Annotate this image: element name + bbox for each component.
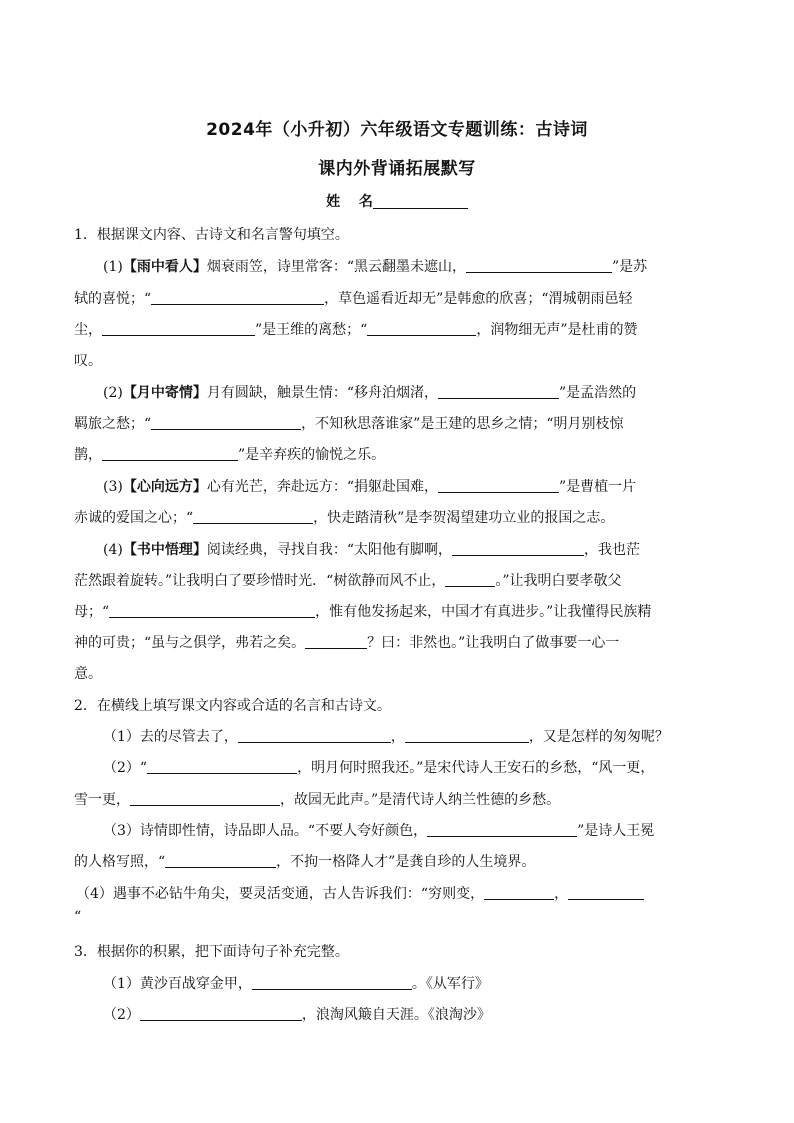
answer-blank[interactable] [130, 791, 280, 806]
q2-s3-line1: （3）诗情即性情，诗品即人品。“不要人夸好颜色， ”是诗人王冕 [103, 823, 655, 839]
answer-blank[interactable] [367, 321, 476, 336]
answer-blank[interactable] [305, 634, 367, 649]
q3-s1: （1）黄沙百战穿金甲， 。《从军行》 [103, 976, 489, 992]
answer-blank[interactable] [140, 1006, 302, 1021]
q2-s4-line1: （4）遇事不必钻牛角尖，要灵活变通，古人告诉我们：“穷则变， ， [76, 884, 726, 904]
answer-blank[interactable] [151, 290, 324, 305]
answer-blank[interactable] [445, 572, 495, 587]
q2-s4-line2: “ [74, 909, 82, 925]
q1-p3-line2: 赤诚的爱国之心；“ ，快走踏清秋”是李贺渴望建功立业的报国之志。 [74, 510, 615, 526]
answer-blank[interactable] [193, 509, 313, 524]
answer-blank[interactable] [151, 415, 301, 430]
q1-p4-line3: 母；“ ，惟有他发扬起来，中国才有真进步。”让我懂得民族精 [74, 604, 652, 620]
student-name-row [0, 191, 794, 211]
q1-p4-line1: (4)【书中悟理】阅读经典，寻找自我：“太阳他有脚啊， ，我也茫 [103, 542, 640, 558]
q1-p2-line3: 鹊， ”是辛弃疾的愉悦之乐。 [74, 447, 386, 463]
q2-s2-line2: 雪一更， ，故园无此声。”是清代诗人纳兰性德的乡愁。 [74, 792, 561, 808]
q3-s2: （2） ，浪淘风簸自天涯。《浪淘沙》 [103, 1007, 491, 1023]
q1-p2-line1: (2)【月中寄情】月有圆缺，触景生情：“移舟泊烟渚， ”是孟浩然的 [103, 385, 637, 401]
answer-blank[interactable] [466, 258, 612, 273]
q2-stem: 2．在横线上填写课文内容或合适的名言和古诗文。 [74, 698, 391, 714]
answer-blank[interactable] [484, 885, 554, 900]
q1-p2-line2: 羁旅之愁；“ ，不知秋思落谁家”是王建的思乡之情；“明月别枝惊 [74, 416, 624, 432]
answer-blank[interactable] [405, 728, 529, 743]
q1-p4-line5: 意。 [74, 666, 102, 682]
q1-p3-line1: (3)【心向远方】心有光芒，奔赴远方：“捐躯赴国难， ”是曹植一片 [103, 479, 637, 495]
answer-blank[interactable] [147, 759, 297, 774]
q2-s3-line2: 的人格写照，“ ，不拘一格降人才”是龚自珍的人生境界。 [74, 854, 536, 870]
answer-blank[interactable] [102, 321, 255, 336]
answer-blank[interactable] [427, 822, 577, 837]
name-label: 姓 名 [326, 194, 373, 210]
answer-blank[interactable] [438, 384, 559, 399]
answer-blank[interactable] [109, 603, 315, 618]
answer-blank[interactable] [452, 541, 584, 556]
answer-blank[interactable] [438, 478, 559, 493]
q3-stem: 3．根据你的积累，把下面诗句子补充完整。 [74, 944, 349, 960]
q1-p1-line4: 叹。 [74, 353, 102, 369]
answer-blank[interactable] [252, 975, 412, 990]
q1-p1-line3: 尘， ”是王维的离愁；“ ，润物细无声”是杜甫的赞 [74, 322, 638, 338]
name-blank[interactable] [373, 193, 468, 209]
q1-p1-line1: (1)【雨中看人】烟衰雨笠，诗里常客：“黑云翻墨未遮山， ”是苏 [103, 259, 648, 275]
q2-s1: （1）去的尽管去了， ， ，又是怎样的匆匆呢？ [103, 729, 669, 745]
page-title: 2024年（小升初）六年级语文专题训练：古诗词 [206, 120, 588, 140]
answer-blank[interactable] [238, 728, 391, 743]
answer-blank[interactable] [102, 446, 238, 461]
answer-blank[interactable] [568, 885, 644, 900]
q1-p1-line2: 轼的喜悦；“ ，草色遥看近却无”是韩愈的欣喜；“渭城朝雨邑轻 [74, 291, 633, 307]
answer-blank[interactable] [165, 853, 276, 868]
q1-p4-line4: 神的可贵；“虽与之俱学，弗若之矣。 ？曰：非然也。”让我明白了做事要一心一 [74, 635, 620, 651]
q2-s2-line1: （2）“ ，明月何时照我还。”是宋代诗人王安石的乡愁，“风一更， [103, 760, 655, 776]
q1-p4-line2: 茫然跟着旋转。”让我明白了要珍惜时光．“树欲静而风不止， 。”让我明白要孝敬父 [74, 573, 622, 589]
q1-stem: 1．根据课文内容、古诗文和名言警句填空。 [74, 227, 349, 243]
page-subtitle: 课内外背诵拓展默写 [318, 159, 476, 179]
